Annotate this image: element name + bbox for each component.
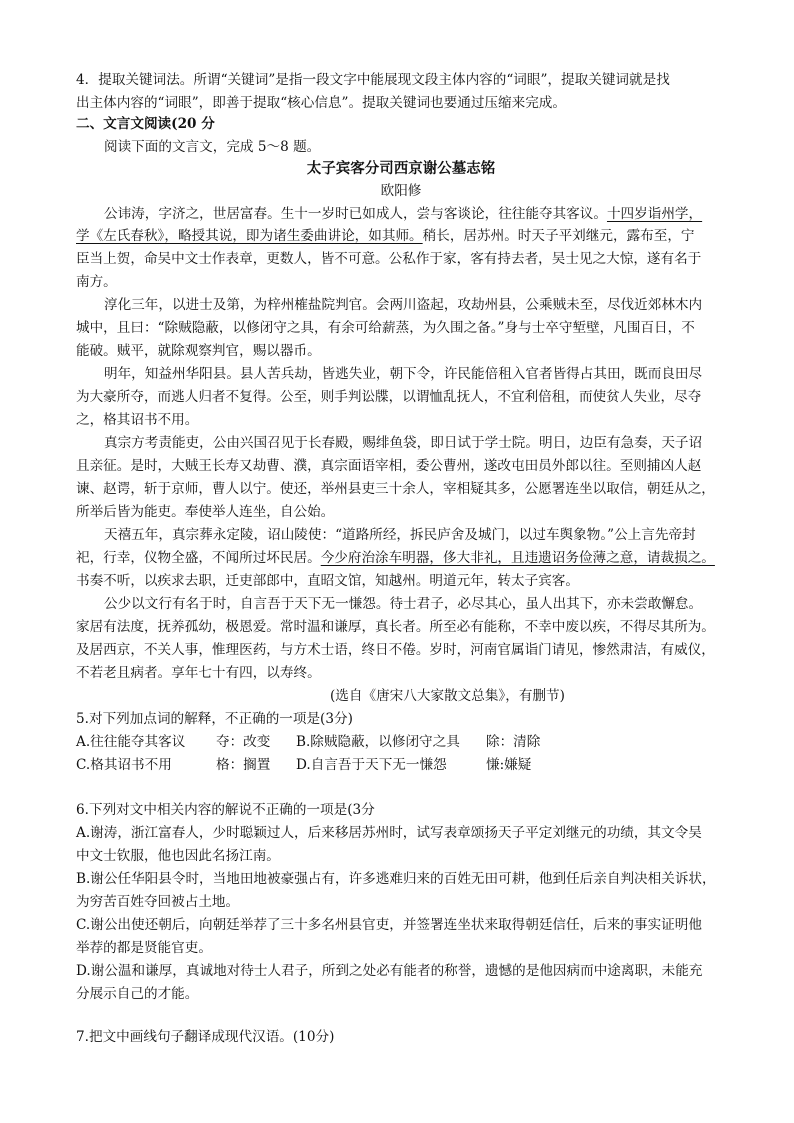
text-line: 谏、赵谔，斩于京师，曹人以宁。使还，举州县吏三十余人，宰相疑其多，公愿署连坐以取信，朝廷从之， <box>76 481 715 497</box>
source-note: (选自《唐宋八大家散文总集》，有删节) <box>330 688 565 704</box>
text-line: 及居西京，不关人事，惟理医药，与方术士语，终日不倦。岁时，河南官属诣门请见，惨然肃洁，有威仪， <box>76 642 715 658</box>
text-line: 之，格其诏书不用。 <box>76 412 199 428</box>
text-line: 出主体内容的“词眼”，即善于提取“核心信息”。提取关键词也要通过压缩来完成。 <box>76 95 566 111</box>
text-line: 家居有法度，抚养孤幼，极恩爱。常时温和谦厚，真长者。所至必有能称，不幸中废以疾，不得尽其所为。 <box>76 619 715 635</box>
question-5: 5.对下列加点词的解释，不正确的一项是(3分) <box>76 711 353 727</box>
text-line: 所举后皆为能吏。奉使举人连坐，自公始。 <box>76 504 335 520</box>
text-line: 真宗方考责能吏，公由兴国召见于长春殿，赐绯鱼袋，即日试于学士院。明日，边臣有急奏，天子诏 <box>104 435 703 451</box>
text-line: 南方。 <box>76 274 117 290</box>
option-a: A.往往能夺其客议 <box>76 734 186 750</box>
text-line: 且亲征。是时，大贼王长寿又劫曹、濮，真宗面语宰相，委公曹州，遂改屯田员外郎以往。至则捕凶人赵 <box>76 458 702 474</box>
text-line: 能破。贼平，就除观察判官，赐以器币。 <box>76 343 321 359</box>
text-line: 学《左氏春秋》，略授其说，即为诸生委曲讲论，如其师。稍长，居苏州。时天子平刘继元，露布至，宁 <box>76 228 695 244</box>
q5-row-2: C.格其诏书不用 格：搁置 D.自言吾于天下无一慊怨 慊:嫌疑 <box>76 757 532 773</box>
text-line: 臣当上贺，命吴中文士作表章，更数人，皆不可意。公私作于家，客有持去者，吴士见之大惊，遂有名于 <box>76 251 702 267</box>
text-line: 公少以文行有名于时，自言吾于天下无一慊怨。待士君子，必尽其心，虽人出其下，亦未尝敢懈怠。 <box>104 596 703 612</box>
text-line: 中文士钦服，他也因此名扬江南。 <box>76 848 280 864</box>
text-line: 书奏不听，以疾求去职，迁吏部郎中，直昭文馆，知越州。明道元年，转太子宾客。 <box>76 573 579 589</box>
option-d: D.自言吾于天下无一慊怨 <box>296 757 447 773</box>
instruction-line: 阅读下面的文言文，完成 5～8 题。 <box>104 139 321 155</box>
text-line: 分展示自己的才能。 <box>76 986 199 1002</box>
text-line: 淳化三年，以进士及第，为梓州榷盐院判官。会两川盗起，攻劫州县，公乘贼未至，尽伐近郊林木内 <box>104 297 703 313</box>
text-line: 祀，行幸，仪物全盛，不闻所过坏民居。今少府治涂车明器，侈大非礼，且违遗诏务俭薄之意，请裁损之。 <box>76 550 715 566</box>
option-d: D.谢公温和谦厚，真诚地对待士人君子，所到之处必有能者的称誉，遗憾的是他因病而中途离职，未能充 <box>76 963 703 979</box>
text-line: 为大豪所夺，而逃人归者不复得。公至，则手判讼牒，以谓恤乱抚人，不宜利倍租，而使贫人失业，尽夺 <box>76 389 702 405</box>
text-line: 不若老且病者。享年七十有四，以寿终。 <box>76 665 321 681</box>
underlined-sentence: 今少府治涂车明器，侈大非礼，且违遗诏务俭薄之意，请裁损之。 <box>320 550 715 566</box>
q5-row-1: A.往往能夺其客议 夺：改变 B.除贼隐蔽，以修闭守之具 除：清除 <box>76 734 541 750</box>
section-heading: 二、文言文阅读(20 分 <box>76 116 215 132</box>
text-line: 城中，且曰：“除贼隐蔽，以修闭守之具，有余可给薪蒸，为久围之备。”身与士卒守堑壁，凡围百日，不 <box>76 320 695 336</box>
option-c: C.格其诏书不用 <box>76 757 172 773</box>
text-line: 为穷苦百姓夺回被占土地。 <box>76 894 240 910</box>
underlined-sentence: 十四岁诣州学， <box>606 206 703 222</box>
option-b: B.谢公任华阳县令时，当地田地被豪强占有，许多逃难归来的百姓无田可耕，他到任后亲自判决相关诉状， <box>76 871 716 887</box>
text-line: 明年，知益州华阳县。县人苦兵劫，皆逃失业，朝下令，许民能倍租入官者皆得占其田，既而良田尽 <box>104 366 703 382</box>
option-b: B.除贼隐蔽，以修闭守之具 <box>296 734 460 750</box>
article-author: 欧阳修 <box>380 183 422 199</box>
underlined-sentence: 学《左氏春秋》，略授其说，即为诸生委曲讲论，如其师。 <box>76 228 423 244</box>
question-6: 6.下列对文中相关内容的解说不正确的一项是(3分 <box>76 802 375 818</box>
text-line: 举荐的都是贤能官吏。 <box>76 940 212 956</box>
option-c: C.谢公出使还朝后，向朝廷举荐了三十多名州县官吏，并签署连坐状来取得朝廷信任，后来的事实证明他 <box>76 917 702 933</box>
text-line: 4．提取关键词法。所谓“关键词”是指一段文字中能展现文段主体内容的“词眼”，提取关键词就是找 <box>76 72 670 88</box>
question-7: 7.把文中画线句子翻译成现代汉语。(10分) <box>76 1029 335 1045</box>
option-a: A.谢涛，浙江富春人，少时聪颖过人，后来移居苏州时，试写表章颂扬天子平定刘继元的功绩，其文令吴 <box>76 825 702 841</box>
article-title: 太子宾客分司西京谢公墓志铭 <box>306 160 496 177</box>
text-line: 公讳涛，字济之，世居富春。生十一岁时已如成人，尝与客谈论，往往能夺其客议。十四岁诣州学， <box>104 206 703 222</box>
text-line: 天禧五年，真宗葬永定陵，诏山陵使：“道路所经，拆民庐舍及城门，以过车舆象物。”公上言先帝封 <box>104 527 696 543</box>
